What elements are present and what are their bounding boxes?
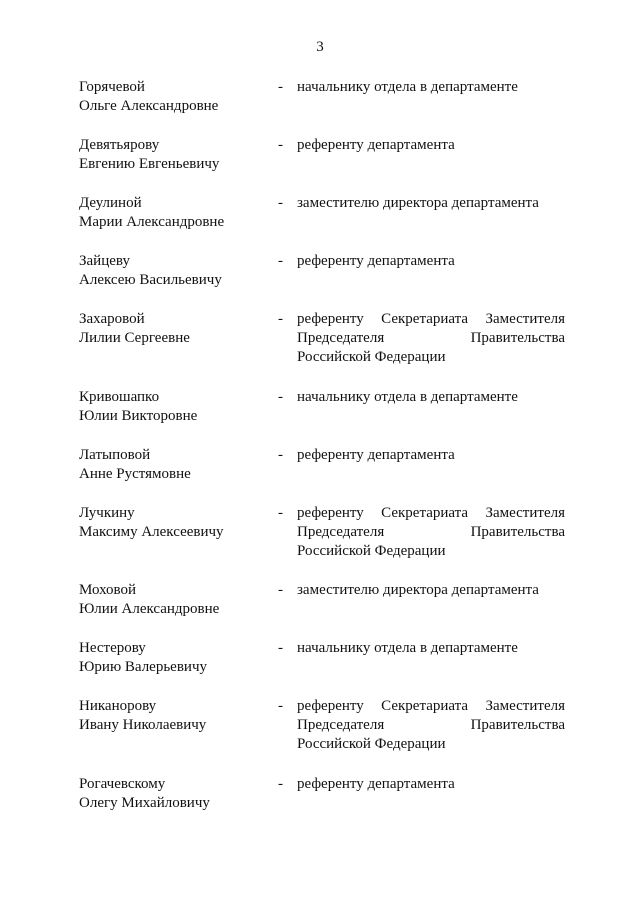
- surname: Нестерову: [79, 640, 146, 656]
- person-name: [79, 136, 269, 174]
- position-title: [297, 252, 565, 271]
- given-names: Марии Александровне: [79, 214, 225, 230]
- position-line: начальнику отдела в департаменте: [297, 79, 518, 95]
- person-name: [79, 388, 269, 426]
- position-line: референту департамента: [297, 137, 455, 153]
- position-line: Председателя Правительства: [297, 330, 565, 346]
- position-line: референту Секретариата Заместителя: [297, 311, 565, 327]
- position-line: референту департамента: [297, 447, 455, 463]
- given-names: Евгению Евгеньевичу: [79, 156, 220, 172]
- position-line: начальнику отдела в департаменте: [297, 389, 518, 405]
- dash: -: [278, 640, 283, 656]
- position-line: Российской Федерации: [297, 736, 446, 752]
- person-name: [79, 581, 269, 619]
- given-names: Анне Рустямовне: [79, 466, 191, 482]
- position-line: Российской Федерации: [297, 349, 446, 365]
- surname: Захаровой: [79, 311, 145, 327]
- position-title: [297, 388, 565, 407]
- dash: -: [278, 253, 283, 269]
- dash: -: [278, 698, 283, 714]
- dash: -: [278, 389, 283, 405]
- dash: -: [278, 311, 283, 327]
- dash: -: [278, 137, 283, 153]
- given-names: Олегу Михайловичу: [79, 795, 210, 811]
- position-line: заместителю директора департамента: [297, 195, 539, 211]
- position-title: [297, 194, 565, 213]
- surname: Зайцеву: [79, 253, 130, 269]
- person-name: [79, 504, 269, 542]
- position-title: [297, 581, 565, 600]
- position-line: Председателя Правительства: [297, 717, 565, 733]
- position-title: [297, 446, 565, 465]
- person-name: [79, 310, 269, 348]
- position-line: референту Секретариата Заместителя: [297, 698, 565, 714]
- given-names: Юлии Александровне: [79, 601, 220, 617]
- surname: Горячевой: [79, 79, 145, 95]
- given-names: Алексею Васильевичу: [79, 272, 222, 288]
- dash: -: [278, 195, 283, 211]
- surname: Деулиной: [79, 195, 142, 211]
- surname: Кривошапко: [79, 389, 160, 405]
- given-names: Лилии Сергеевне: [79, 330, 190, 346]
- position-title: [297, 310, 565, 367]
- given-names: Максиму Алексеевичу: [79, 524, 224, 540]
- dash: -: [278, 582, 283, 598]
- dash: -: [278, 447, 283, 463]
- position-line: заместителю директора департамента: [297, 582, 539, 598]
- dash: -: [278, 776, 283, 792]
- person-name: [79, 446, 269, 484]
- surname: Латыповой: [79, 447, 151, 463]
- person-name: [79, 78, 269, 116]
- position-title: [297, 136, 565, 155]
- position-line: начальнику отдела в департаменте: [297, 640, 518, 656]
- position-title: [297, 639, 565, 658]
- person-name: [79, 639, 269, 677]
- position-line: Председателя Правительства: [297, 524, 565, 540]
- person-name: [79, 194, 269, 232]
- position-line: референту департамента: [297, 253, 455, 269]
- dash: -: [278, 505, 283, 521]
- person-name: [79, 252, 269, 290]
- surname: Лучкину: [79, 505, 135, 521]
- position-title: [297, 697, 565, 754]
- page-number: 3: [316, 39, 324, 55]
- position-title: [297, 78, 565, 97]
- position-title: [297, 504, 565, 561]
- position-title: [297, 775, 565, 794]
- surname: Моховой: [79, 582, 137, 598]
- person-name: [79, 775, 269, 813]
- position-line: референту департамента: [297, 776, 455, 792]
- position-line: референту Секретариата Заместителя: [297, 505, 565, 521]
- surname: Рогачевскому: [79, 776, 166, 792]
- surname: Никанорову: [79, 698, 157, 714]
- surname: Девятьярову: [79, 137, 160, 153]
- position-line: Российской Федерации: [297, 543, 446, 559]
- given-names: Юрию Валерьевичу: [79, 659, 207, 675]
- given-names: Юлии Викторовне: [79, 408, 198, 424]
- given-names: Ольге Александровне: [79, 98, 219, 114]
- given-names: Ивану Николаевичу: [79, 717, 207, 733]
- dash: -: [278, 79, 283, 95]
- person-name: [79, 697, 269, 735]
